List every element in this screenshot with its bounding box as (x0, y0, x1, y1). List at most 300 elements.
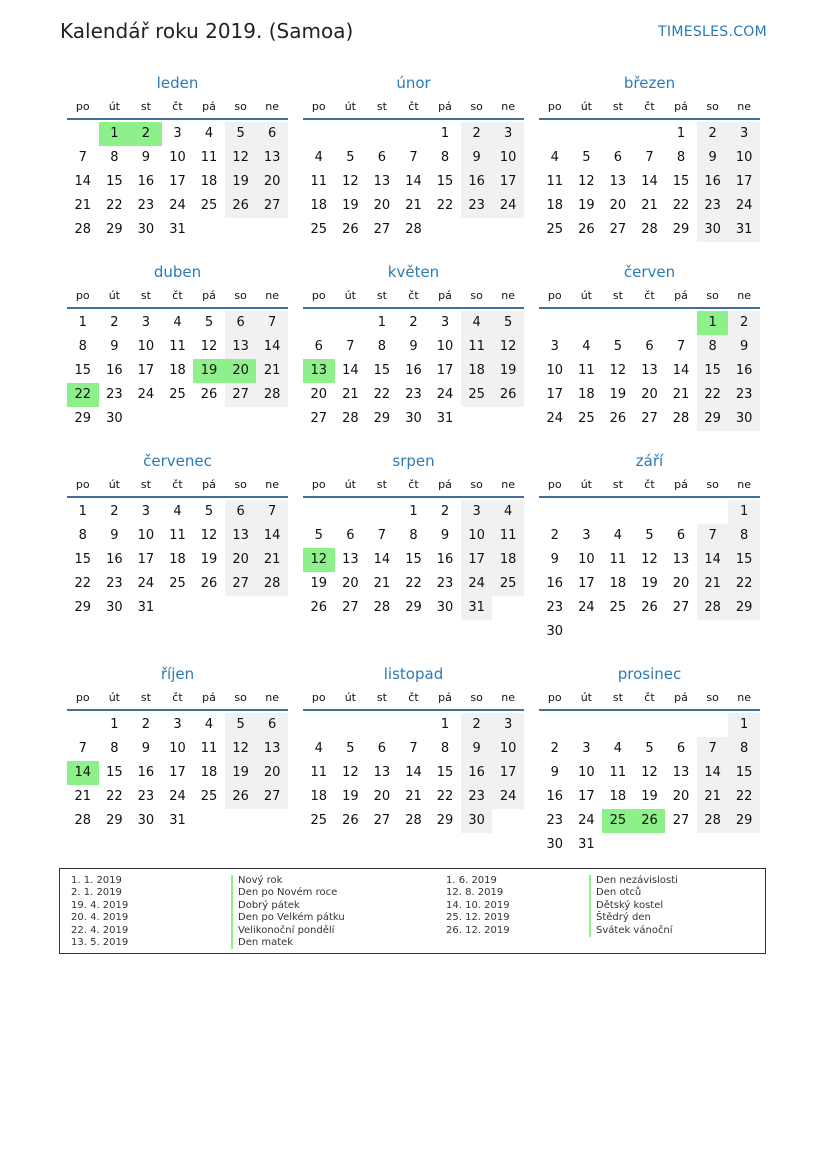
day-cell: 10 (728, 146, 760, 170)
day-cell: 12 (225, 737, 257, 761)
weekday-label: so (470, 691, 483, 704)
day-cell: 21 (697, 572, 729, 596)
holiday-day-cell: 2 (130, 122, 162, 146)
day-cell: 4 (613, 528, 623, 543)
weekday-label: čt (644, 478, 655, 491)
weekday-label: po (547, 289, 562, 302)
header-rule (67, 496, 288, 498)
month-name: říjen (160, 665, 195, 683)
day-cell: 29 (436, 813, 454, 828)
weekday-label: st (612, 478, 623, 491)
day-cell: 22 (728, 572, 760, 596)
weekday-label: so (470, 289, 483, 302)
weekday-label: ne (265, 100, 280, 113)
day-cell: 8 (377, 339, 387, 354)
day-cell: 1 (728, 500, 760, 524)
weekday-label: pá (674, 100, 688, 113)
day-grid (67, 311, 288, 431)
day-cell: 12 (200, 528, 218, 543)
day-cell: 17 (137, 363, 155, 378)
day-cell: 17 (169, 765, 186, 780)
day-cell: 24 (436, 387, 454, 402)
day-cell: 12 (225, 146, 257, 170)
day-cell: 17 (461, 548, 493, 572)
day-cell: 2 (550, 528, 559, 543)
day-cell: 17 (492, 170, 524, 194)
day-cell: 26 (225, 194, 257, 218)
day-cell: 19 (609, 387, 627, 402)
empty-cell (571, 713, 603, 737)
empty-cell (634, 122, 666, 146)
day-cell: 4 (492, 500, 524, 524)
month-name: prosinec (617, 665, 682, 683)
day-cell: 23 (728, 383, 760, 407)
day-cell: 2 (110, 315, 119, 330)
day-cell: 26 (225, 785, 257, 809)
weekday-label: út (580, 289, 592, 302)
day-cell: 15 (728, 761, 760, 785)
day-cell: 16 (697, 170, 729, 194)
day-cell: 24 (169, 789, 186, 804)
empty-cell (67, 122, 99, 146)
weekday-label: pá (438, 289, 452, 302)
day-cell: 9 (110, 528, 119, 543)
day-cell: 13 (641, 363, 658, 378)
month-2 (539, 70, 760, 242)
day-cell: 19 (310, 576, 328, 591)
weekday-label: čt (644, 289, 655, 302)
day-cell: 24 (728, 194, 760, 218)
day-cell: 8 (676, 150, 686, 165)
day-cell: 4 (173, 315, 182, 330)
day-grid (303, 122, 524, 242)
day-cell: 18 (200, 765, 218, 780)
day-cell: 1 (110, 717, 119, 732)
day-cell: 5 (225, 122, 257, 146)
day-grid (67, 122, 288, 242)
day-cell: 3 (492, 122, 524, 146)
empty-cell (634, 500, 666, 524)
weekday-label: po (75, 100, 90, 113)
day-cell: 18 (492, 548, 524, 572)
day-cell: 25 (546, 222, 564, 237)
day-cell: 28 (342, 411, 359, 426)
day-cell: 7 (676, 339, 686, 354)
day-cell: 23 (106, 576, 123, 591)
day-cell: 8 (440, 741, 450, 756)
day-cell: 18 (461, 359, 493, 383)
day-cell: 24 (578, 813, 595, 828)
weekday-label: po (311, 289, 326, 302)
weekday-label: so (470, 478, 483, 491)
day-grid (67, 500, 288, 620)
day-cell: 17 (169, 174, 186, 189)
empty-cell (398, 122, 430, 146)
day-cell: 20 (225, 548, 257, 572)
day-cell: 29 (106, 813, 123, 828)
holiday-date: 13. 5. 2019 (71, 936, 129, 948)
header-rule (67, 709, 288, 711)
month-4 (303, 259, 524, 431)
header-rule (303, 118, 524, 120)
day-cell: 11 (609, 765, 627, 780)
weekday-header (539, 285, 760, 307)
day-cell: 23 (546, 600, 564, 615)
day-cell: 10 (492, 737, 524, 761)
weekday-label: út (344, 289, 356, 302)
day-cell: 28 (74, 222, 92, 237)
day-cell: 7 (377, 528, 387, 543)
day-cell: 23 (137, 789, 155, 804)
holiday-name: Nový rok (231, 875, 345, 887)
day-cell: 31 (728, 218, 760, 242)
day-grid (303, 311, 524, 431)
month-0 (67, 70, 288, 242)
holiday-date: 1. 6. 2019 (446, 875, 497, 886)
month-6 (67, 448, 288, 620)
day-cell: 27 (609, 222, 627, 237)
weekday-label: so (234, 289, 247, 302)
day-cell: 5 (346, 741, 355, 756)
day-cell: 12 (578, 174, 595, 189)
empty-cell (335, 122, 367, 146)
holiday-date: 26. 12. 2019 (446, 924, 510, 936)
day-cell: 21 (256, 359, 288, 383)
empty-cell (571, 122, 603, 146)
holiday-dates-col-2 (446, 875, 510, 937)
day-cell: 10 (578, 765, 595, 780)
day-cell: 14 (672, 363, 690, 378)
day-cell: 24 (461, 572, 493, 596)
day-cell: 27 (342, 600, 359, 615)
month-name: květen (387, 263, 440, 281)
day-cell: 28 (641, 222, 658, 237)
day-cell: 27 (256, 785, 288, 809)
weekday-label: pá (202, 691, 216, 704)
day-cell: 11 (169, 339, 186, 354)
day-cell: 2 (409, 315, 418, 330)
day-cell: 15 (373, 363, 391, 378)
day-cell: 1 (440, 717, 450, 732)
header-rule (67, 307, 288, 309)
day-cell: 29 (728, 596, 760, 620)
day-cell: 3 (492, 713, 524, 737)
weekday-label: so (234, 100, 247, 113)
holiday-name: Dobrý pátek (231, 900, 345, 912)
day-cell: 29 (728, 809, 760, 833)
day-cell: 16 (436, 552, 454, 567)
day-cell: 20 (256, 170, 288, 194)
day-cell: 13 (225, 335, 257, 359)
empty-cell (539, 500, 571, 524)
day-cell: 10 (546, 363, 564, 378)
empty-cell (602, 122, 634, 146)
day-cell: 1 (440, 126, 450, 141)
day-cell: 25 (169, 576, 186, 591)
month-8 (539, 448, 760, 644)
day-cell: 30 (405, 411, 422, 426)
day-cell: 8 (728, 737, 760, 761)
month-name: červen (623, 263, 676, 281)
empty-cell (539, 122, 571, 146)
day-cell: 30 (546, 624, 564, 639)
day-cell: 15 (405, 552, 422, 567)
day-cell: 11 (310, 765, 328, 780)
weekday-label: čt (408, 691, 419, 704)
weekday-label: ne (501, 691, 516, 704)
day-cell: 14 (697, 548, 729, 572)
day-cell: 27 (225, 572, 257, 596)
day-cell: 27 (373, 222, 391, 237)
weekday-label: po (547, 691, 562, 704)
month-name: srpen (392, 452, 435, 470)
day-cell: 2 (110, 504, 119, 519)
day-cell: 19 (225, 170, 257, 194)
day-cell: 15 (436, 765, 454, 780)
weekday-label: út (108, 100, 120, 113)
weekday-header (539, 687, 760, 709)
month-name: červenec (143, 452, 212, 470)
holiday-legend (59, 868, 766, 954)
day-cell: 9 (141, 741, 151, 756)
day-cell: 5 (225, 713, 257, 737)
day-cell: 19 (342, 198, 359, 213)
weekday-header (303, 96, 524, 118)
day-cell: 26 (200, 387, 218, 402)
weekday-header (303, 687, 524, 709)
day-cell: 5 (645, 528, 654, 543)
holiday-name: Den po Novém roce (231, 887, 345, 899)
day-grid (539, 311, 760, 431)
day-cell: 29 (697, 407, 729, 431)
day-cell: 16 (461, 761, 493, 785)
day-cell: 24 (492, 785, 524, 809)
weekday-label: ne (737, 100, 752, 113)
day-cell: 8 (728, 524, 760, 548)
weekday-header (303, 285, 524, 307)
day-cell: 21 (641, 198, 658, 213)
month-7 (303, 448, 524, 620)
month-11 (539, 661, 760, 857)
weekday-label: st (376, 478, 387, 491)
day-cell: 10 (169, 150, 186, 165)
weekday-label: pá (202, 478, 216, 491)
day-cell: 2 (550, 741, 559, 756)
day-cell: 7 (697, 524, 729, 548)
day-cell: 6 (645, 339, 654, 354)
day-cell: 26 (609, 411, 627, 426)
day-cell: 30 (137, 222, 155, 237)
day-cell: 30 (436, 600, 454, 615)
day-cell: 23 (697, 194, 729, 218)
day-cell: 8 (697, 335, 729, 359)
weekday-label: pá (438, 100, 452, 113)
holiday-date: 1. 1. 2019 (71, 875, 122, 886)
holiday-date: 12. 8. 2019 (446, 887, 504, 899)
empty-cell (303, 122, 335, 146)
day-cell: 2 (461, 122, 493, 146)
day-cell: 11 (310, 174, 328, 189)
day-cell: 13 (256, 737, 288, 761)
empty-cell (634, 311, 666, 335)
day-cell: 30 (106, 411, 123, 426)
weekday-label: ne (501, 289, 516, 302)
day-cell: 11 (200, 150, 218, 165)
day-cell: 3 (550, 339, 559, 354)
weekday-header (539, 474, 760, 496)
holiday-date: 22. 4. 2019 (71, 924, 129, 936)
day-cell: 19 (342, 789, 359, 804)
day-cell: 7 (697, 737, 729, 761)
day-cell: 28 (405, 813, 422, 828)
day-cell: 16 (137, 765, 155, 780)
day-cell: 30 (106, 600, 123, 615)
day-cell: 15 (106, 765, 123, 780)
weekday-label: ne (265, 289, 280, 302)
day-cell: 19 (492, 359, 524, 383)
empty-cell (398, 713, 430, 737)
weekday-label: ne (501, 478, 516, 491)
day-cell: 31 (578, 837, 595, 852)
weekday-label: po (311, 691, 326, 704)
header-rule (539, 709, 760, 711)
day-cell: 23 (137, 198, 155, 213)
empty-cell (67, 713, 99, 737)
header-rule (539, 307, 760, 309)
day-cell: 13 (672, 552, 690, 567)
brand-link[interactable]: TIMESLES.COM (658, 24, 767, 40)
day-cell: 28 (697, 809, 729, 833)
weekday-label: po (75, 478, 90, 491)
day-cell: 8 (78, 528, 87, 543)
day-cell: 15 (697, 359, 729, 383)
day-cell: 19 (200, 552, 218, 567)
weekday-label: po (75, 691, 90, 704)
day-cell: 27 (373, 813, 391, 828)
header-rule (67, 118, 288, 120)
day-cell: 20 (672, 576, 690, 591)
day-cell: 28 (697, 596, 729, 620)
holiday-name: Den otců (589, 887, 678, 899)
empty-cell (571, 500, 603, 524)
weekday-header (67, 96, 288, 118)
day-cell: 14 (697, 761, 729, 785)
day-cell: 9 (110, 339, 119, 354)
weekday-label: st (376, 289, 387, 302)
day-cell: 21 (373, 576, 391, 591)
holiday-name: Velikonoční pondělí (231, 925, 345, 937)
day-grid (303, 713, 524, 833)
month-5 (539, 259, 760, 431)
weekday-label: pá (674, 478, 688, 491)
weekday-label: út (344, 100, 356, 113)
empty-cell (602, 500, 634, 524)
holiday-date: 14. 10. 2019 (446, 899, 510, 911)
day-cell: 28 (256, 572, 288, 596)
day-cell: 16 (546, 789, 564, 804)
day-cell: 6 (377, 741, 387, 756)
day-cell: 1 (78, 504, 87, 519)
day-cell: 15 (436, 174, 454, 189)
day-cell: 21 (74, 789, 92, 804)
day-cell: 26 (342, 813, 359, 828)
empty-cell (366, 500, 398, 524)
header-rule (539, 496, 760, 498)
day-cell: 22 (106, 198, 123, 213)
holiday-day-cell: 1 (697, 311, 729, 335)
day-cell: 18 (169, 363, 186, 378)
weekday-label: út (108, 478, 120, 491)
day-cell: 26 (342, 222, 359, 237)
day-cell: 18 (310, 198, 328, 213)
day-cell: 4 (582, 339, 591, 354)
day-cell: 15 (74, 363, 92, 378)
weekday-label: so (706, 100, 719, 113)
day-cell: 4 (550, 150, 559, 165)
day-cell: 16 (106, 552, 123, 567)
day-cell: 13 (342, 552, 359, 567)
month-1 (303, 70, 524, 242)
weekday-label: po (311, 100, 326, 113)
day-cell: 7 (78, 150, 87, 165)
day-cell: 13 (373, 174, 391, 189)
day-cell: 14 (256, 524, 288, 548)
day-cell: 8 (110, 741, 119, 756)
day-cell: 23 (461, 194, 493, 218)
day-cell: 29 (74, 600, 92, 615)
weekday-label: út (108, 691, 120, 704)
day-cell: 2 (461, 713, 493, 737)
day-cell: 12 (492, 335, 524, 359)
weekday-label: čt (644, 100, 655, 113)
weekday-header (67, 285, 288, 307)
day-cell: 14 (405, 765, 422, 780)
empty-cell (303, 311, 335, 335)
weekday-label: so (706, 478, 719, 491)
day-cell: 4 (613, 741, 623, 756)
day-cell: 29 (405, 600, 422, 615)
day-cell: 18 (578, 387, 595, 402)
empty-cell (335, 713, 367, 737)
day-cell: 9 (550, 765, 559, 780)
day-cell: 3 (141, 504, 151, 519)
day-cell: 5 (582, 150, 591, 165)
day-cell: 31 (461, 596, 493, 620)
holiday-day-cell: 19 (193, 359, 225, 383)
weekday-label: st (612, 289, 623, 302)
day-cell: 12 (342, 765, 359, 780)
day-cell: 29 (106, 222, 123, 237)
day-cell: 25 (492, 572, 524, 596)
day-grid (539, 122, 760, 242)
day-cell: 20 (672, 789, 690, 804)
day-cell: 8 (409, 528, 418, 543)
day-cell: 8 (78, 339, 87, 354)
day-cell: 31 (137, 600, 155, 615)
day-cell: 23 (461, 785, 493, 809)
day-cell: 25 (200, 198, 218, 213)
day-cell: 6 (613, 150, 623, 165)
day-cell: 12 (342, 174, 359, 189)
empty-cell (335, 500, 367, 524)
day-cell: 7 (409, 741, 418, 756)
day-cell: 22 (373, 387, 391, 402)
day-cell: 25 (169, 387, 186, 402)
day-cell: 6 (346, 528, 355, 543)
day-cell: 7 (346, 339, 355, 354)
weekday-label: so (234, 478, 247, 491)
day-cell: 9 (697, 146, 729, 170)
